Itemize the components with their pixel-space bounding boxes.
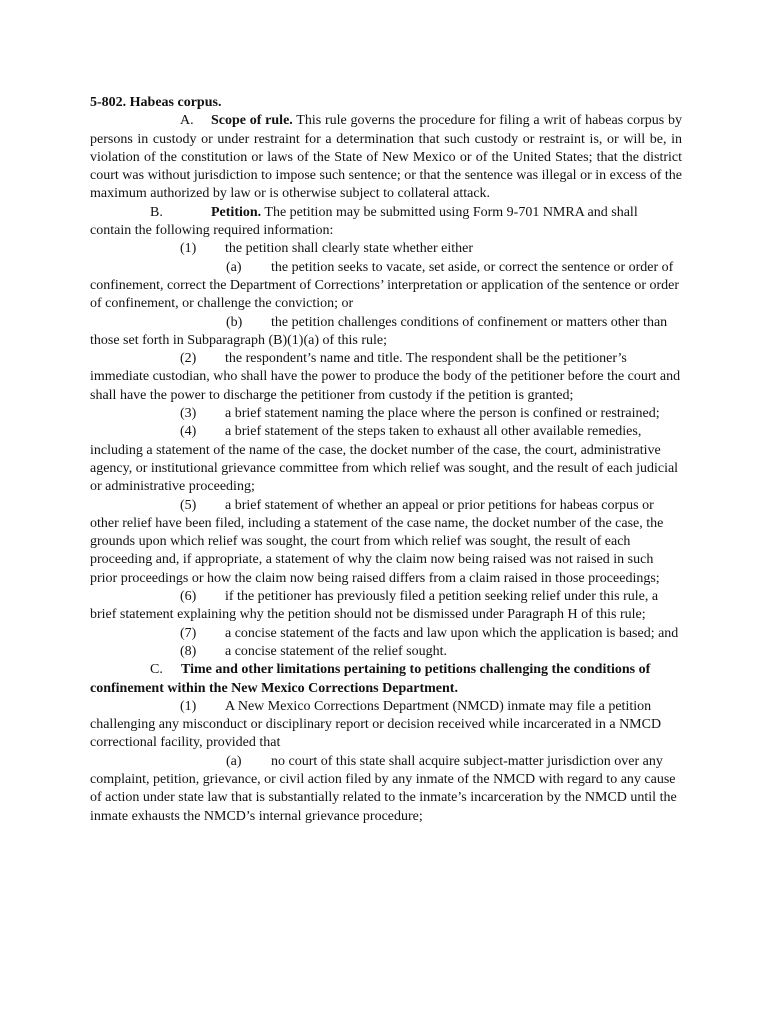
item-text: the petition seeks to vacate, set aside, or correct the sentence or order of confinement, correct the Department of Corrections’ interpretation or application of the sentence or order of confinement, or challenge the conviction; or (90, 259, 680, 312)
item-text: a concise statement of the facts and law upon which the application is based; and (225, 625, 679, 641)
item-text: if the petitioner has previously filed a petition seeking relief under this rule, a brief statement explaining why the petition should not be dismissed under Paragraph H of this rule; (90, 589, 659, 623)
item-number: (1) (180, 241, 197, 257)
item-text: a brief statement naming the place where the person is confined or restrained; (225, 406, 660, 422)
section-a-title: Scope of rule. (211, 113, 293, 129)
list-item-b3 (90, 405, 682, 423)
list-item-c1 (90, 698, 682, 753)
item-number: (3) (180, 406, 197, 422)
item-text: A New Mexico Corrections Department (NMCD) inmate may file a petition challenging any misconduct or disciplinary report or decision received while incarcerated in a NMCD correctional facility, provided that (90, 698, 662, 751)
list-item-b2 (90, 350, 682, 405)
section-b-letter: B. (150, 204, 163, 220)
item-number: (1) (180, 698, 197, 714)
item-text: the petition shall clearly state whether either (225, 241, 474, 257)
item-text: a brief statement of whether an appeal or prior petitions for habeas corpus or other relief have been filed, including a statement of the case name, the docket number of the case, the grounds upon which relief was sought, the court from which relief was sought, the result of each proceeding and, if appropriate, a statement of why the claim now being raised was not raised in such prior proceedings or how the claim now being raised differs from a claim raised in those proceedings; (90, 497, 664, 586)
item-number: (b) (226, 314, 243, 330)
item-number: (8) (180, 643, 197, 659)
list-item-b8 (90, 643, 682, 661)
item-number: (6) (180, 589, 197, 605)
section-a-text: This rule governs the procedure for filing a writ of habeas corpus by persons in custody or under restraint for a determination that such custody or restraint is, or will be, in violation of the constitution or laws of the State of New Mexico or of the United States; that the district court was without jurisdiction to impose such sentence; or that the sentence was illegal or in excess of the maximum authorized by law or is otherwise subject to collateral attack. (90, 113, 683, 202)
list-item-b4 (90, 423, 682, 496)
section-c-title: Time and other limitations pertaining to petitions challenging the conditions of confinement within the New Mexico Corrections Department. (90, 662, 651, 696)
list-item-b1 (90, 240, 682, 258)
list-item-c1a (90, 753, 682, 826)
section-b-title: Petition. (211, 204, 262, 220)
item-number: (2) (180, 351, 197, 367)
section-b-text: The petition may be submitted using Form 9-701 NMRA and shall contain the following required information: (90, 204, 638, 239)
item-text: the petition challenges conditions of confinement or matters other than those set forth in Subparagraph (B)(1)(a) of this rule; (90, 314, 668, 348)
list-item-b5 (90, 497, 682, 588)
section-b (90, 204, 682, 241)
document-page (90, 94, 682, 826)
item-text: no court of this state shall acquire subject-matter jurisdiction over any complaint, petition, grievance, or civil action filed by any inmate of the NMCD with regard to any cause of action under state law that is substantially related to the inmate’s incarceration by the NMCD until the inmate exhausts the NMCD’s internal grievance procedure; (90, 753, 677, 824)
item-number: (4) (180, 424, 197, 440)
item-number: (a) (226, 753, 242, 769)
item-text: a brief statement of the steps taken to exhaust all other available remedies, including a statement of the name of the case, the docket number of the case, the court, administrative agency, or institutional grievance committee from which relief was sought, and the result of each judicial or administrative proceeding; (90, 424, 679, 495)
item-number: (7) (180, 625, 197, 641)
item-number: (a) (226, 259, 242, 275)
list-item-b7 (90, 625, 682, 643)
rule-heading: 5-802. Habeas corpus. (90, 95, 222, 110)
section-c (90, 661, 682, 698)
section-c-letter: C. (150, 662, 163, 678)
list-item-b6 (90, 588, 682, 625)
list-item-b1b (90, 314, 682, 351)
item-text: a concise statement of the relief sought. (225, 643, 447, 659)
item-text: the respondent’s name and title. The respondent shall be the petitioner’s immediate custodian, who shall have the power to produce the body of the petitioner before the court and shall have the power to discharge the petitioner from custody if the petition is granted; (90, 351, 681, 403)
section-a (90, 112, 682, 203)
section-a-letter: A. (180, 113, 194, 129)
item-number: (5) (180, 497, 197, 513)
list-item-b1a (90, 259, 682, 314)
